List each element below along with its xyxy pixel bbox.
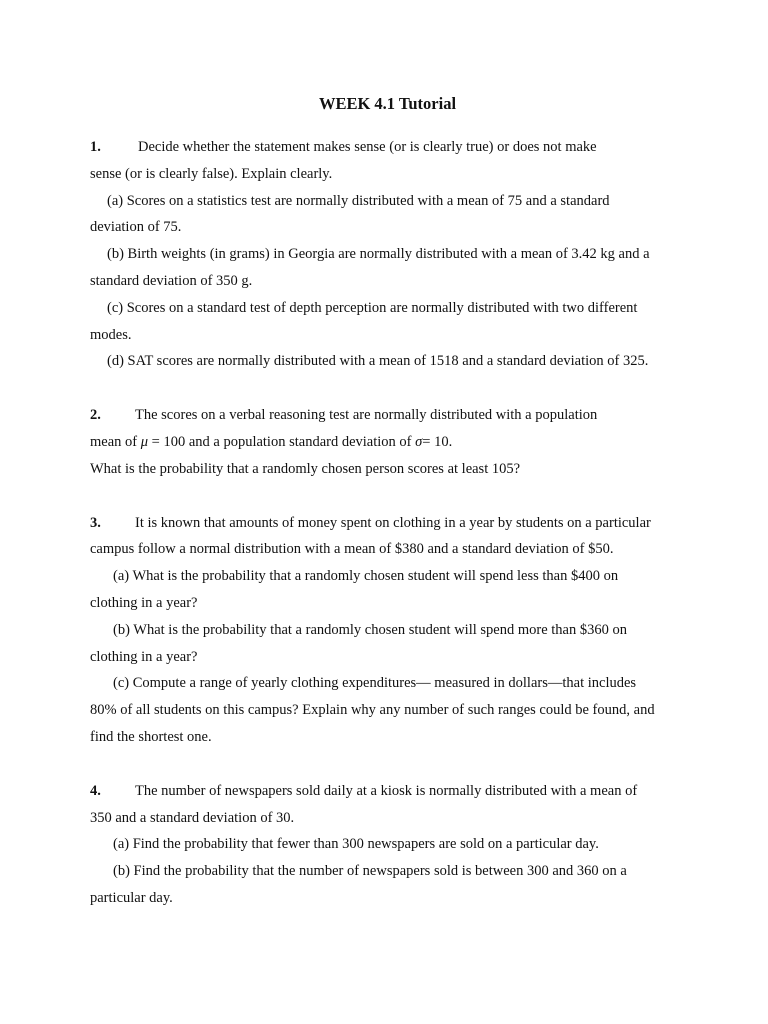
- question-3-number: 3.: [90, 514, 101, 531]
- question-2: [90, 402, 685, 482]
- question-1b-line-1: (b) Birth weights (in grams) in Georgia are normally distributed with a mean of 3.42 kg and a: [107, 246, 650, 263]
- question-1-number: 1.: [90, 139, 101, 155]
- question-1-intro-line-1: [90, 134, 685, 161]
- question-4b-line-1: (b) Find the probability that the number of newspapers sold is between 300 and 360 on a: [113, 863, 627, 880]
- spacer: [90, 375, 685, 402]
- question-2-number: 2.: [90, 407, 101, 424]
- question-3b-line-1: (b) What is the probability that a randomly chosen student will spend more than $360 on: [113, 621, 627, 638]
- question-3c-line-1: (c) Compute a range of yearly clothing expenditures— measured in dollars—that includes: [113, 675, 637, 692]
- question-2-line-2: [90, 429, 685, 456]
- question-4b-line-2: particular day.: [90, 889, 173, 906]
- question-1-intro-text-1: Decide whether the statement makes sense (or is clearly true) or does not make: [138, 139, 597, 155]
- question-1a-line-2: deviation of 75.: [90, 219, 182, 236]
- question-2-text-1: The scores on a verbal reasoning test are normally distributed with a population: [135, 407, 598, 424]
- question-3a-line-1: (a) What is the probability that a randomly chosen student will spend less than $400 on: [113, 568, 619, 585]
- document-page: [90, 92, 685, 912]
- question-1d-line-1: (d) SAT scores are normally distributed with a mean of 1518 and a standard deviation of 325.: [107, 353, 649, 370]
- question-4: [90, 778, 685, 912]
- question-3b-line-2: clothing in a year?: [90, 648, 198, 665]
- question-3-line-2: campus follow a normal distribution with a mean of $380 and a standard deviation of $50.: [90, 541, 614, 558]
- question-2-text-2b: = 100 and a population standard deviation of: [148, 433, 416, 450]
- question-2-line-3: What is the probability that a randomly chosen person scores at least 105?: [90, 460, 521, 477]
- question-3: [90, 510, 685, 751]
- question-1: [90, 134, 685, 375]
- spacer: [90, 751, 685, 778]
- question-1c-line-1: (c) Scores on a standard test of depth perception are normally distributed with two different: [107, 299, 638, 316]
- sigma-symbol: σ: [415, 433, 423, 450]
- question-2-line-1: [90, 402, 685, 429]
- question-1c-line-2: modes.: [90, 326, 132, 343]
- question-2-text-2a: mean of: [90, 433, 141, 450]
- page-title: WEEK 4.1 Tutorial: [318, 94, 457, 113]
- mu-symbol: μ: [140, 433, 149, 450]
- question-3-line-1: [90, 510, 685, 537]
- question-4-line-1: [90, 778, 685, 805]
- question-3a-line-2: clothing in a year?: [90, 594, 198, 611]
- question-1a-line-1: (a) Scores on a statistics test are normally distributed with a mean of 75 and a standard: [107, 192, 610, 209]
- question-4-number: 4.: [90, 782, 101, 799]
- question-1-intro-line-2: sense (or is clearly false). Explain clearly.: [90, 165, 333, 182]
- spacer: [90, 483, 685, 510]
- question-1b-line-2: standard deviation of 350 g.: [90, 272, 253, 289]
- question-3c-line-3: find the shortest one.: [90, 728, 212, 745]
- question-3-text-1: It is known that amounts of money spent on clothing in a year by students on a particular: [135, 514, 651, 531]
- question-3c-line-2: 80% of all students on this campus? Explain why any number of such ranges could be found, and: [90, 702, 655, 719]
- question-4a-line-1: (a) Find the probability that fewer than 300 newspapers are sold on a particular day.: [113, 836, 599, 853]
- question-4-line-2: 350 and a standard deviation of 30.: [90, 809, 295, 826]
- question-2-text-2c: = 10.: [422, 433, 453, 450]
- question-4-text-1: The number of newspapers sold daily at a kiosk is normally distributed with a mean of: [135, 782, 638, 799]
